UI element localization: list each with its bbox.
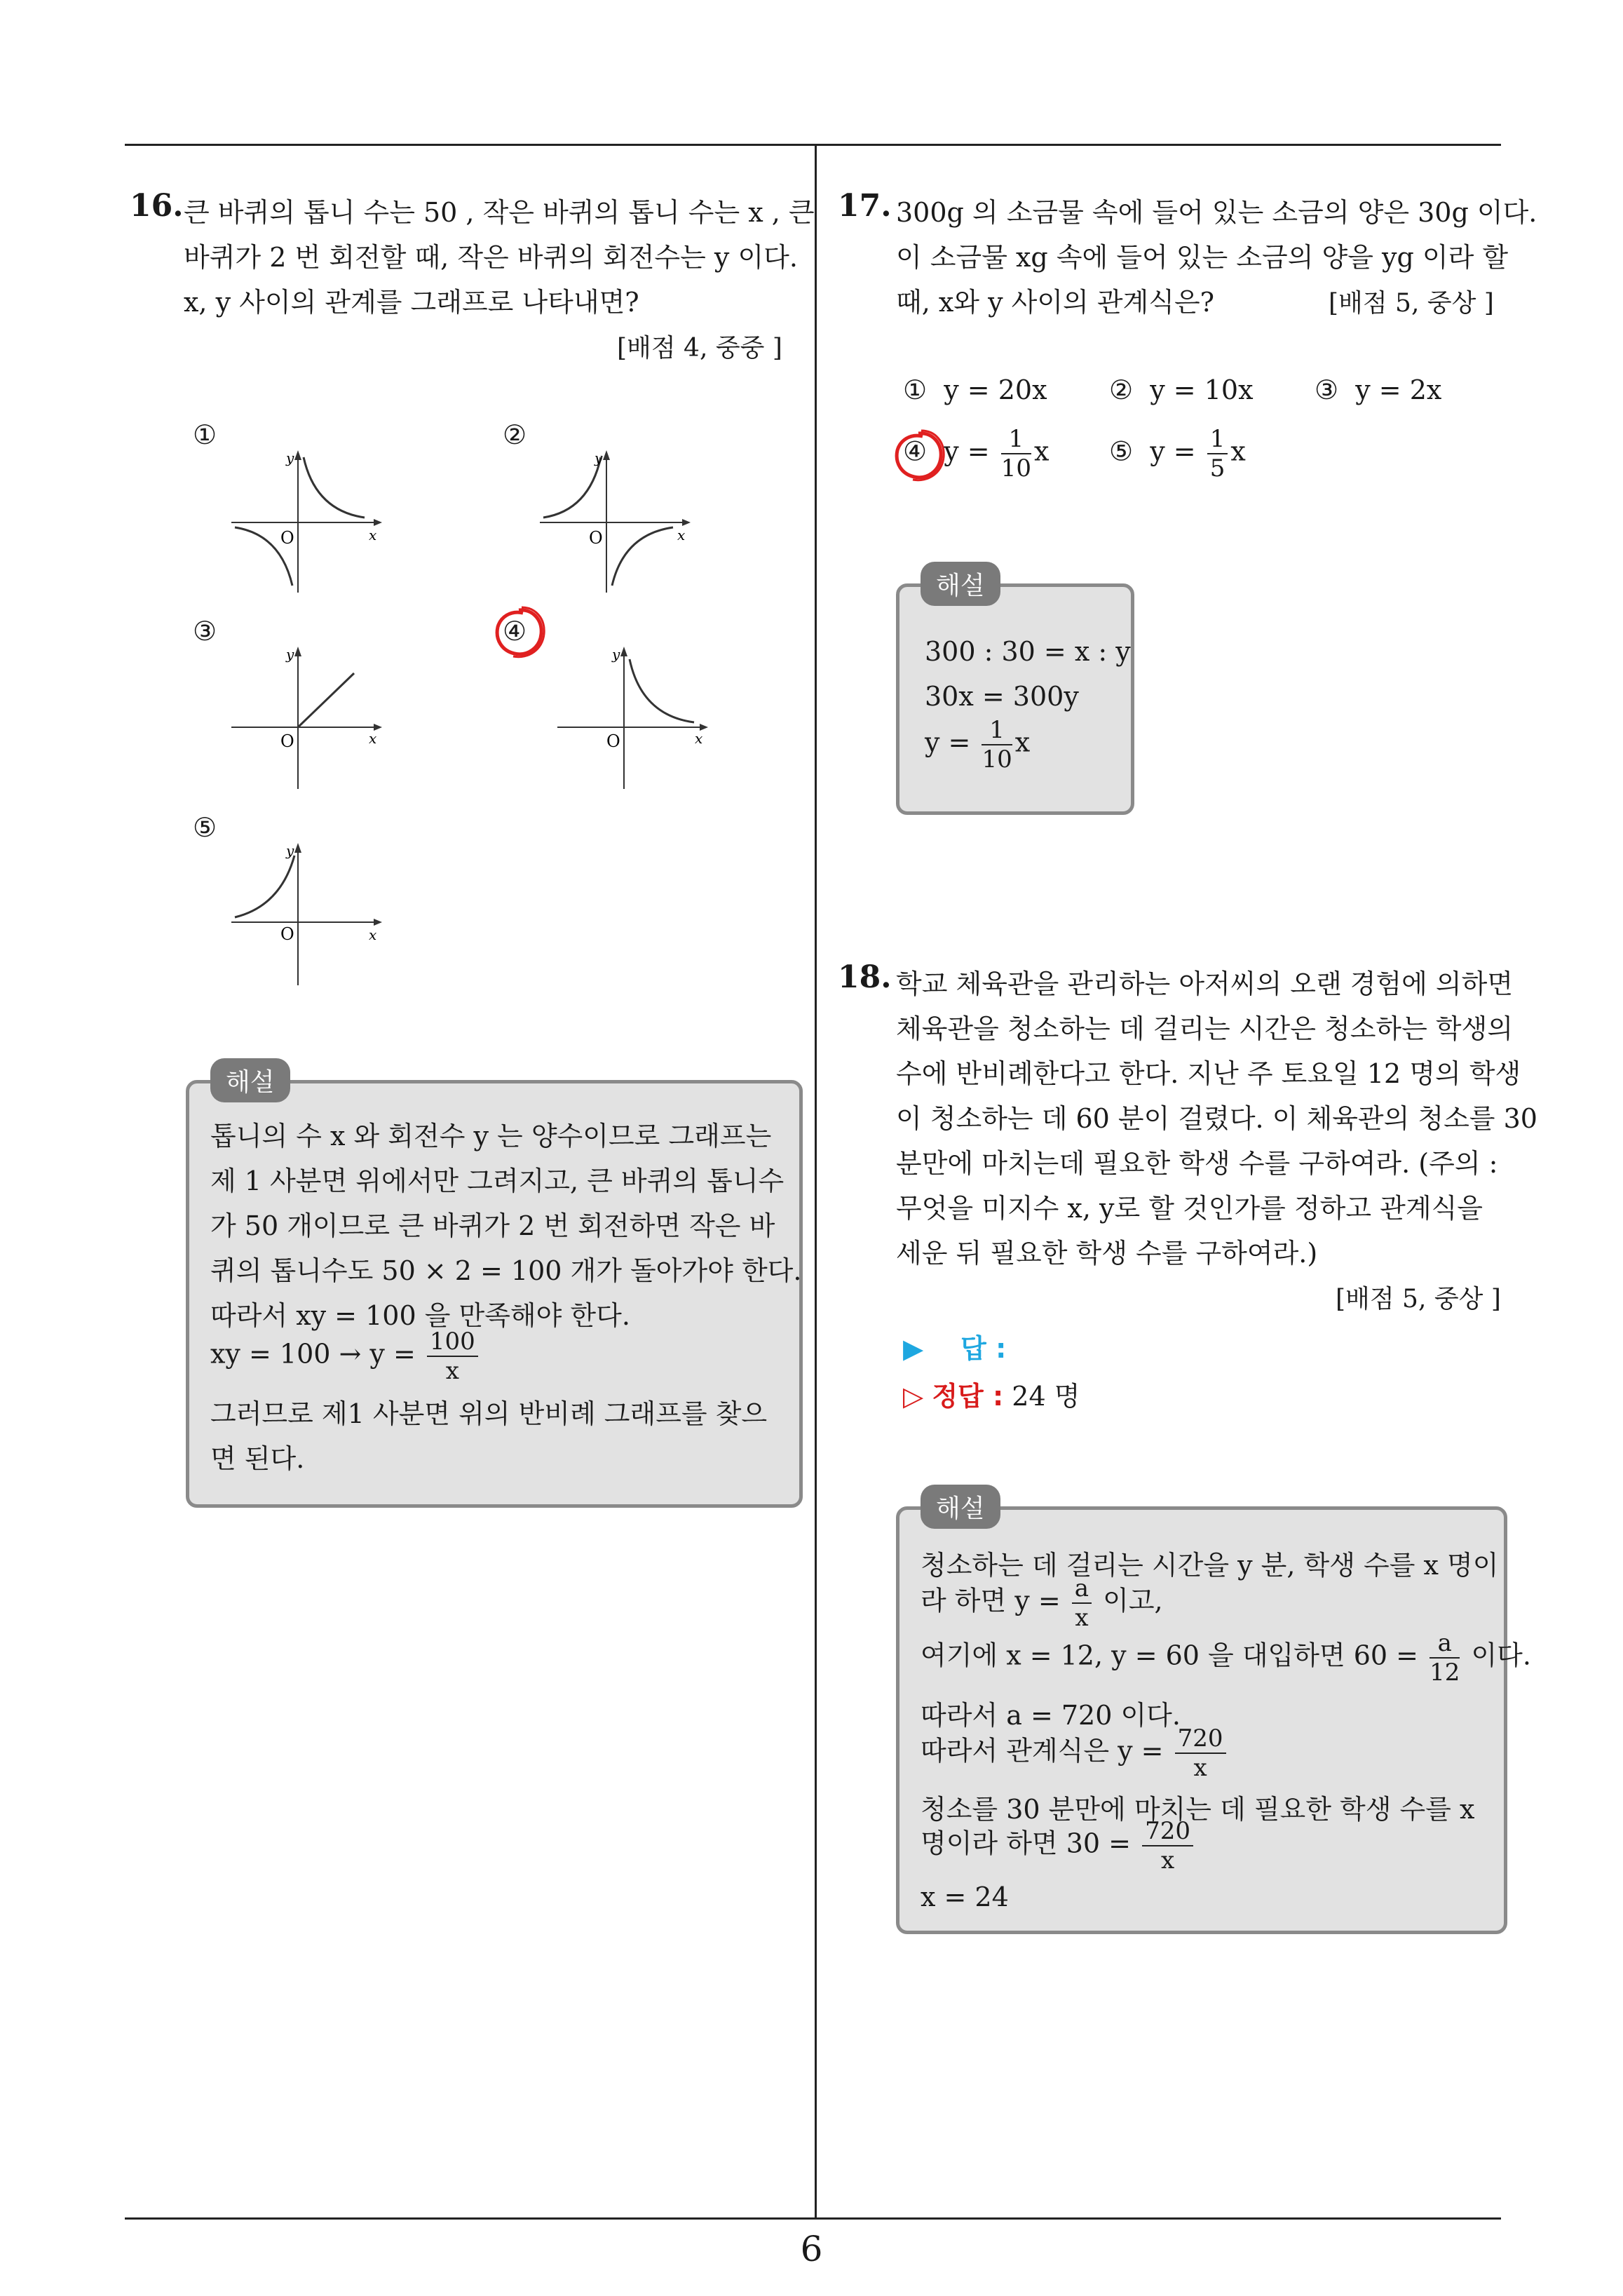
- option-1[interactable]: ① y = 20x: [903, 374, 1047, 405]
- solution-line: 제 1 사분면 위에서만 그려지고, 큰 바퀴의 톱니수: [210, 1166, 785, 1196]
- top-rule: [125, 144, 1501, 146]
- graph-choice-1[interactable]: [231, 442, 386, 596]
- solution-line: 톱니의 수 x 와 회전수 y 는 양수이므로 그래프는: [210, 1121, 772, 1152]
- origin-label: O: [589, 528, 603, 548]
- origin-label: O: [280, 528, 294, 548]
- choice-mark-3[interactable]: ③: [193, 616, 217, 647]
- solution-equation: y = $\frac{1}{10}$ x: [925, 716, 1031, 774]
- origin-label: O: [606, 731, 620, 751]
- y-axis-label: y: [612, 646, 620, 663]
- x-axis-label: x: [369, 926, 377, 943]
- solution-tag: 해설: [921, 562, 1000, 606]
- solution-line: 퀴의 톱니수도 50 × 2 = 100 개가 돌아가야 한다.: [210, 1255, 802, 1286]
- x-axis-label: x: [369, 730, 377, 747]
- solution-line: 30x = 300y: [925, 681, 1079, 712]
- solution-box: [896, 572, 1134, 815]
- solution-equation: 라 하면 y = $\frac{a}{x}$ 이고,: [921, 1574, 1163, 1632]
- y-axis-label: y: [286, 450, 294, 466]
- score-difficulty: [배점 4, 중중 ]: [617, 334, 782, 363]
- solution-line: 그러므로 제1 사분면 위의 반비례 그래프를 찾으: [210, 1398, 768, 1429]
- question-text-line: 무엇을 미지수 x, y로 할 것인가를 정하고 관계식을: [896, 1193, 1483, 1224]
- question-text-line: 이 청소하는 데 60 분이 걸렸다. 이 체육관의 청소를 30: [896, 1103, 1537, 1134]
- red-check-circle-icon: [491, 605, 547, 661]
- graph-choice-4[interactable]: [557, 638, 712, 792]
- solution-line: 300 : 30 = x : y: [925, 636, 1131, 667]
- question-text-line: 분만에 마치는데 필요한 학생 수를 구하여라. (주의 :: [896, 1148, 1498, 1179]
- graph-choice-5[interactable]: [231, 835, 386, 989]
- solution-box: [186, 1068, 803, 1508]
- origin-label: O: [280, 924, 294, 944]
- play-arrow-icon: ▶: [903, 1333, 924, 1364]
- question-text-line: x, y 사이의 관계를 그래프로 나타내면?: [184, 287, 639, 318]
- origin-label: O: [280, 731, 294, 751]
- choice-mark-1[interactable]: ①: [193, 419, 217, 450]
- question-text-line: 큰 바퀴의 톱니 수는 50 , 작은 바퀴의 톱니 수는 x , 큰: [184, 197, 815, 228]
- option-3[interactable]: ③ y = 2x: [1315, 374, 1442, 405]
- correct-answer-row: [903, 1375, 1080, 1413]
- solution-equation: 명이라 하면 30 = $\frac{720}{x}$: [921, 1817, 1196, 1875]
- solution-box: [896, 1494, 1531, 1934]
- column-divider: [815, 145, 817, 2217]
- graph-choice-2[interactable]: [540, 442, 694, 596]
- solution-equation: 따라서 관계식은 y = $\frac{720}{x}$: [921, 1724, 1229, 1782]
- question-text-line: 세운 뒤 필요한 학생 수를 구하여라.): [896, 1238, 1318, 1269]
- bottom-rule: [125, 2217, 1501, 2220]
- y-axis-label: y: [595, 450, 603, 466]
- x-axis-label: x: [695, 730, 703, 747]
- option-4[interactable]: ④ y = $\frac{1}{10}$ x: [903, 425, 1050, 482]
- question-text-line: 300g 의 소금물 속에 들어 있는 소금의 양은 30g 이다.: [896, 197, 1537, 228]
- correct-answer-value: 24 명: [1012, 1381, 1080, 1412]
- solution-line: 따라서 a = 720 이다.: [921, 1700, 1181, 1731]
- page-number: 6: [800, 2229, 823, 2269]
- graph-choice-3[interactable]: [231, 638, 386, 792]
- solution-tag: 해설: [210, 1058, 290, 1102]
- question-text-line: 학교 체육관을 관리하는 아저씨의 오랜 경험에 의하면: [896, 968, 1514, 999]
- option-5[interactable]: ⑤ y = $\frac{1}{5}$ x: [1109, 425, 1246, 482]
- choice-mark-2[interactable]: ②: [503, 419, 527, 450]
- question-text-line: 수에 반비례한다고 한다. 지난 주 토요일 12 명의 학생: [896, 1058, 1521, 1089]
- question-text-line: 때, x와 y 사이의 관계식은?: [896, 287, 1215, 318]
- solution-line: 가 50 개이므로 큰 바퀴가 2 번 회전하면 작은 바: [210, 1210, 775, 1241]
- question-text-line: 체육관을 청소하는 데 걸리는 시간은 청소하는 학생의: [896, 1013, 1514, 1044]
- y-axis-label: y: [286, 842, 294, 859]
- outline-arrow-icon: ▷: [903, 1381, 924, 1412]
- answer-label: 답 :: [960, 1333, 1007, 1364]
- choice-mark-5[interactable]: ⑤: [193, 812, 217, 843]
- question-number: 16.: [130, 188, 184, 224]
- choice-mark-4[interactable]: ④: [503, 616, 527, 647]
- question-text-line: 이 소금물 xg 속에 들어 있는 소금의 양을 yg 이라 할: [896, 242, 1509, 273]
- solution-equation: xy = 100 → y = $\frac{100}{x}$: [210, 1328, 481, 1385]
- question-number: 17.: [838, 188, 892, 224]
- question-number: 18.: [838, 959, 892, 995]
- solution-line: x = 24: [921, 1882, 1009, 1912]
- solution-line: 면 된다.: [210, 1443, 305, 1474]
- option-2[interactable]: ② y = 10x: [1109, 374, 1254, 405]
- score-difficulty: [배점 5, 중상 ]: [1336, 1285, 1501, 1314]
- question-text-line: 바퀴가 2 번 회전할 때, 작은 바퀴의 회전수는 y 이다.: [184, 242, 798, 273]
- solution-equation: 여기에 x = 12, y = 60 을 대입하면 60 = $\frac{a}{12}$ 이다.: [921, 1629, 1531, 1687]
- y-axis-label: y: [286, 646, 294, 663]
- solution-tag: 해설: [921, 1485, 1000, 1529]
- score-difficulty: [배점 5, 중상 ]: [1329, 289, 1494, 318]
- x-axis-label: x: [677, 527, 686, 543]
- answer-row: [903, 1327, 1006, 1365]
- solution-line: 청소하는 데 걸리는 시간을 y 분, 학생 수를 x 명이: [921, 1550, 1499, 1581]
- correct-answer-label: 정답 :: [932, 1381, 1004, 1412]
- solution-line: 따라서 xy = 100 을 만족해야 한다.: [210, 1300, 630, 1331]
- solution-line: 청소를 30 분만에 마치는 데 필요한 학생 수를 x: [921, 1794, 1475, 1825]
- x-axis-label: x: [369, 527, 377, 543]
